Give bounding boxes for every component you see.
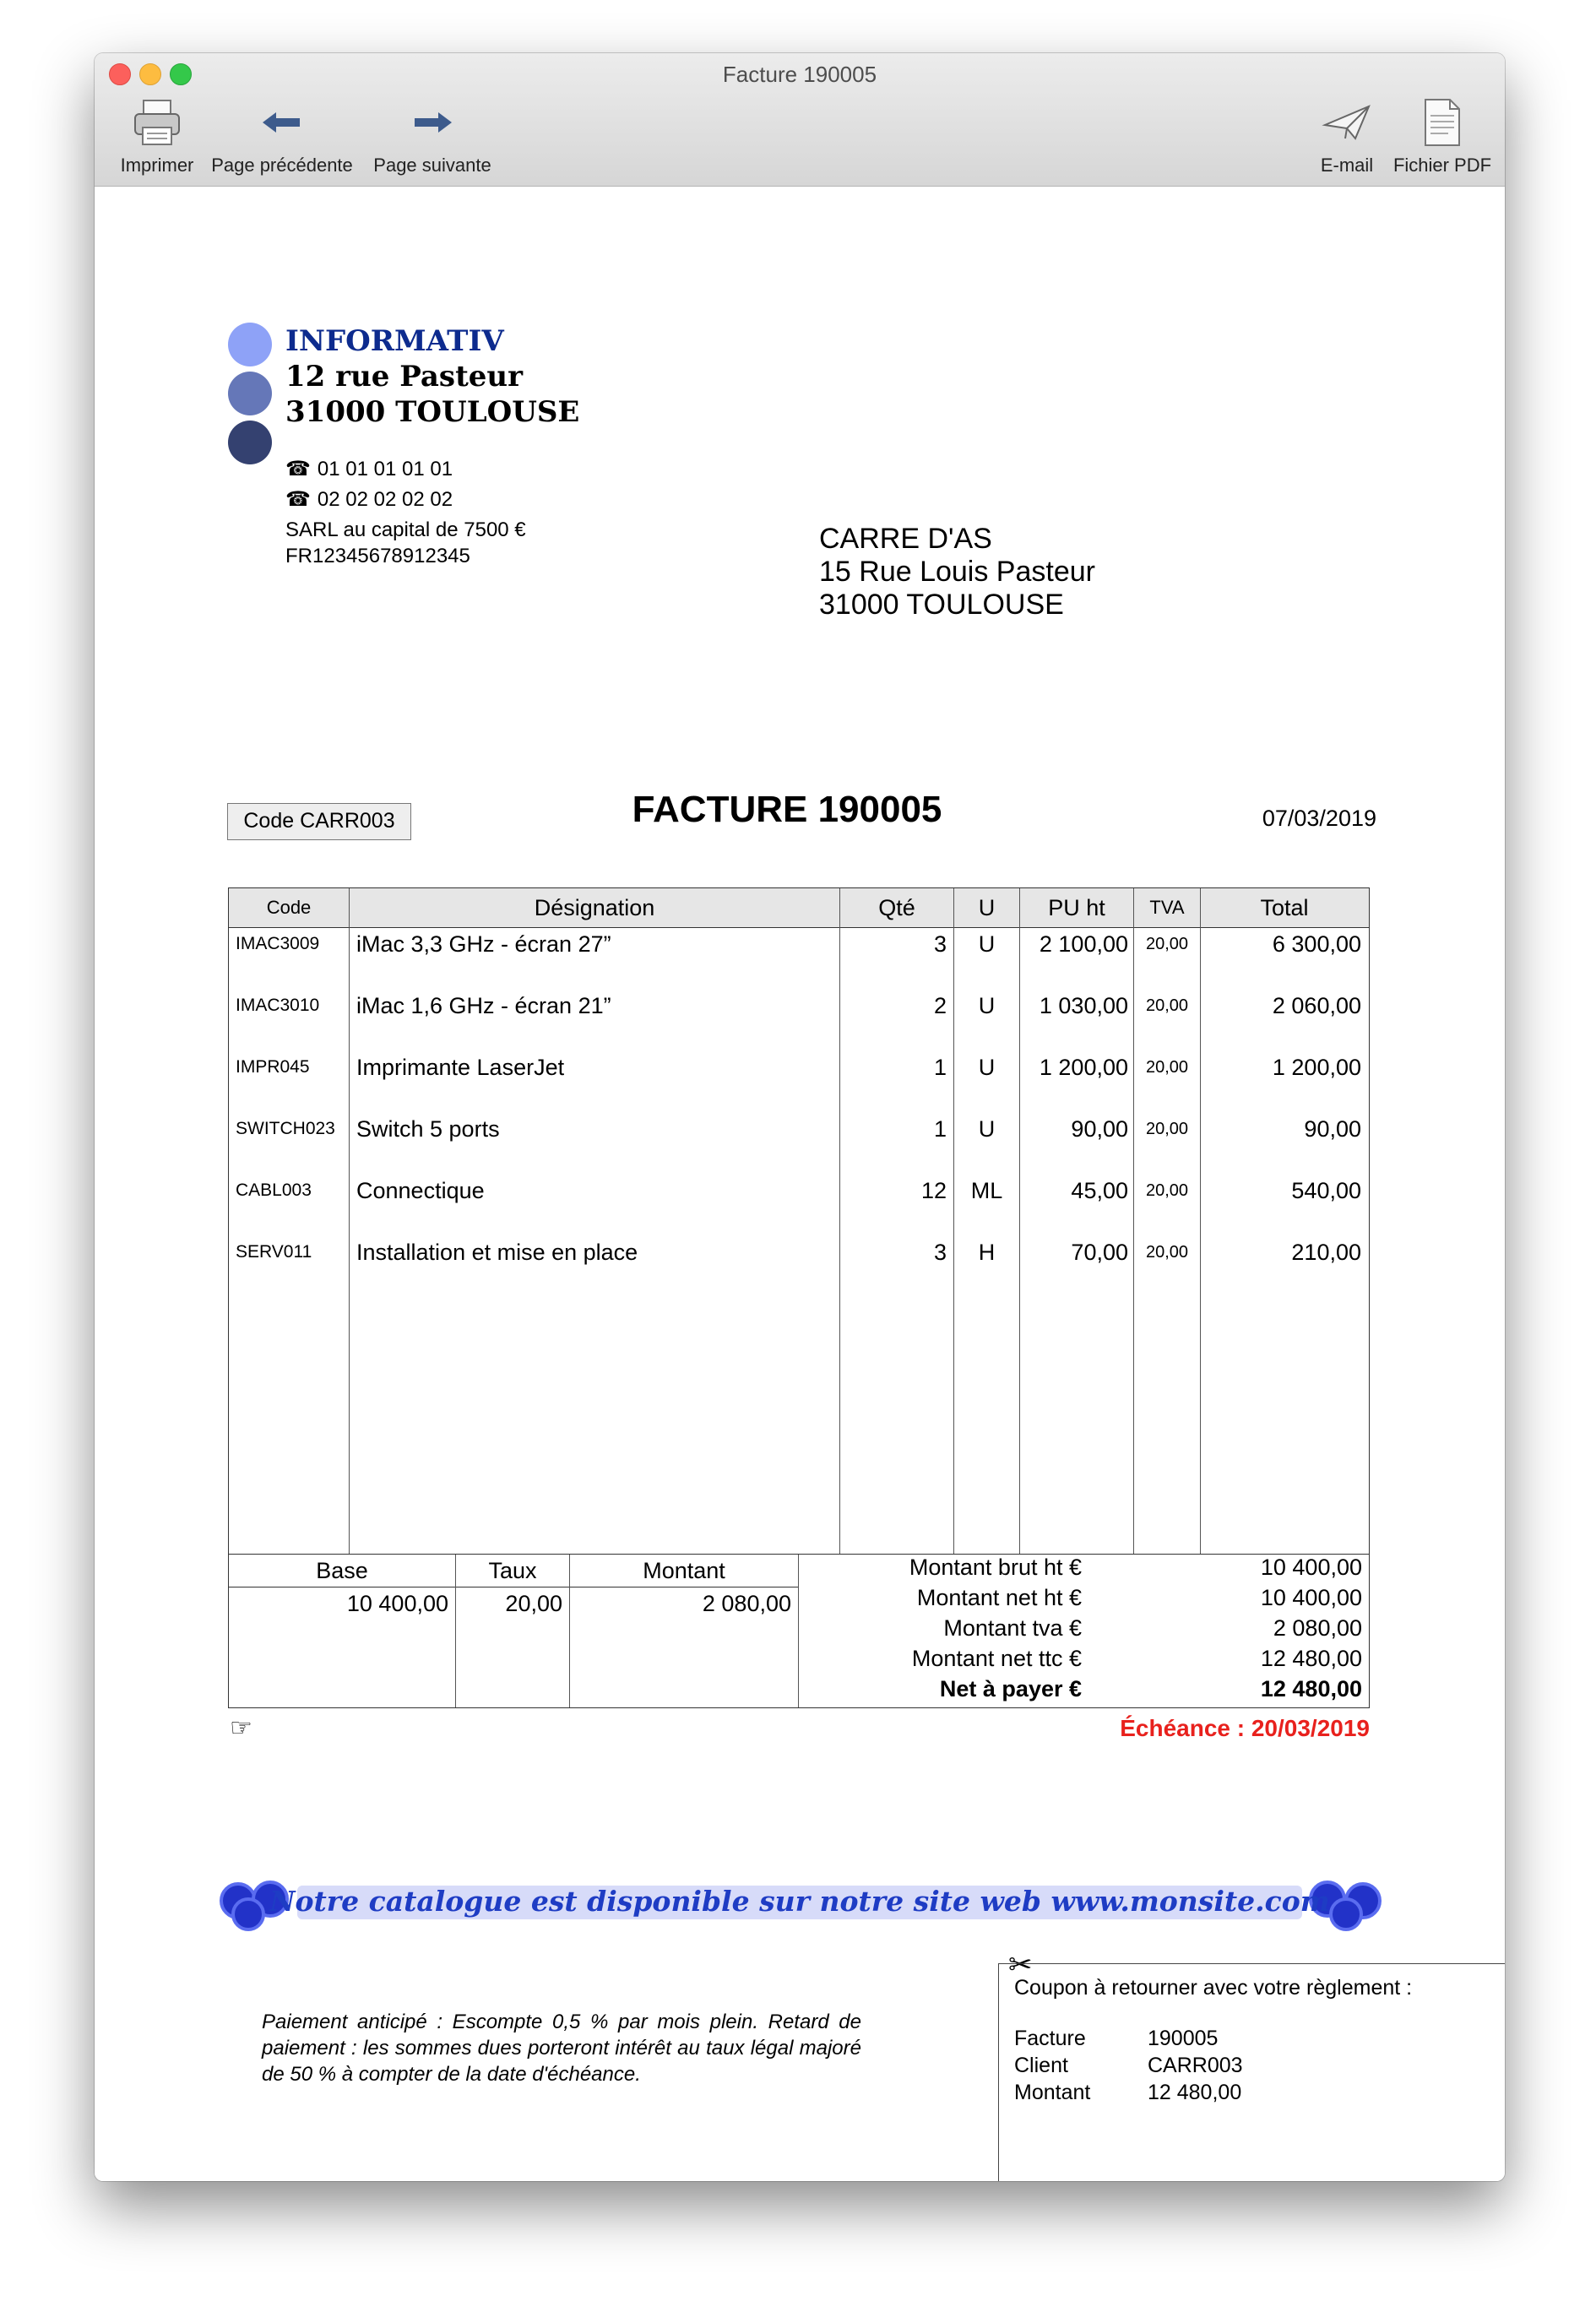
- cell-code: SWITCH023: [236, 1119, 335, 1138]
- cell-code: IMAC3010: [236, 996, 320, 1015]
- pdf-button[interactable]: [1387, 95, 1498, 176]
- cell-unit-price: 70,00: [1071, 1240, 1128, 1265]
- net-to-pay-value: 12 480,00: [1260, 1676, 1362, 1701]
- company-street: 12 rue Pasteur: [285, 360, 524, 393]
- phone-2-text: 02 02 02 02 02: [317, 488, 453, 511]
- scissors-icon: ✂: [1008, 1949, 1033, 1981]
- company-phone-2: [285, 487, 453, 512]
- cell-qty: 2: [933, 993, 947, 1018]
- header-code: Code: [266, 897, 312, 918]
- next-page-button[interactable]: [365, 95, 500, 176]
- invoice-page: [95, 187, 1505, 2181]
- cell-designation: Imprimante LaserJet: [356, 1055, 565, 1080]
- ttc-total-value: 12 480,00: [1260, 1646, 1362, 1671]
- next-page-label: Page suivante: [373, 155, 491, 176]
- recipient-name: CARRE D'AS: [819, 523, 992, 555]
- cell-qty: 1: [933, 1055, 947, 1080]
- header-unit-price: PU ht: [1048, 895, 1105, 920]
- pdf-file-icon: [1387, 95, 1498, 149]
- table-row: [229, 1112, 1369, 1146]
- cell-unit: U: [978, 1116, 996, 1142]
- client-code-box: Code CARR003: [227, 803, 411, 840]
- cell-code: CABL003: [236, 1180, 312, 1200]
- vat-rate-value: 20,00: [505, 1591, 562, 1616]
- cell-total: 1 200,00: [1272, 1055, 1361, 1080]
- email-button[interactable]: [1309, 95, 1385, 176]
- table-row: [229, 927, 1369, 961]
- banner-text: Notre catalogue est disponible sur notre site web www.monsite.com: [269, 1885, 1330, 1918]
- totals-section: [228, 1555, 1370, 1708]
- table-row: [229, 1050, 1369, 1084]
- cell-total: 540,00: [1291, 1178, 1361, 1203]
- coupon-client-row: [1014, 2054, 1243, 2078]
- cell-code: IMAC3009: [236, 934, 320, 953]
- coupon-title: Coupon à retourner avec votre règlement :: [1014, 1976, 1413, 2000]
- vat-amount-value: 2 080,00: [702, 1591, 791, 1616]
- cell-designation: Connectique: [356, 1178, 485, 1203]
- vat-base-header: Base: [316, 1558, 368, 1583]
- cell-unit: U: [978, 931, 996, 957]
- cell-total: 6 300,00: [1272, 931, 1361, 957]
- company-vat-id: FR12345678912345: [285, 545, 470, 567]
- coupon-invoice-value: 190005: [1148, 2027, 1219, 2050]
- tva-total-value: 2 080,00: [1273, 1615, 1362, 1641]
- cell-tva: 20,00: [1145, 1243, 1189, 1262]
- ttc-total-label: Montant net ttc €: [911, 1646, 1082, 1671]
- vat-summary-header: [229, 1555, 799, 1587]
- company-city: 31000 TOULOUSE: [285, 395, 580, 429]
- tva-total-label: Montant tva €: [943, 1615, 1082, 1641]
- cell-qty: 12: [920, 1178, 947, 1203]
- payment-coupon: [998, 1963, 1505, 2181]
- arrow-left-icon: [200, 95, 364, 149]
- window-title: Facture 190005: [722, 62, 877, 87]
- cell-tva: 20,00: [1145, 996, 1189, 1015]
- table-row: [229, 1174, 1369, 1208]
- net-total-label: Montant net ht €: [916, 1585, 1082, 1610]
- cell-unit-price: 1 030,00: [1039, 993, 1128, 1018]
- phone-icon: ☎: [285, 488, 311, 511]
- cell-designation: iMac 1,6 GHz - écran 21”: [356, 993, 611, 1018]
- logo-dot-dark: [228, 421, 272, 464]
- column-divider: [569, 1555, 570, 1707]
- header-designation: Désignation: [534, 895, 655, 920]
- cell-designation: Installation et mise en place: [356, 1240, 638, 1265]
- company-name: INFORMATIV: [285, 324, 504, 358]
- cell-tva: 20,00: [1145, 1181, 1189, 1200]
- table-row: [229, 1235, 1369, 1269]
- coupon-client-label: Client: [1014, 2054, 1068, 2077]
- coupon-amount-row: [1014, 2081, 1241, 2105]
- gross-total-label: Montant brut ht €: [909, 1555, 1082, 1580]
- cell-unit-price: 90,00: [1071, 1116, 1128, 1142]
- table-row: [229, 989, 1369, 1023]
- invoice-window: [95, 53, 1505, 2181]
- coupon-invoice-row: [1014, 2027, 1218, 2051]
- net-total-value: 10 400,00: [1260, 1585, 1362, 1610]
- arrow-right-icon: [365, 95, 500, 149]
- cell-unit: H: [978, 1240, 996, 1265]
- cell-unit-price: 1 200,00: [1039, 1055, 1128, 1080]
- net-to-pay-label: Net à payer €: [939, 1676, 1082, 1701]
- cell-tva: 20,00: [1145, 1120, 1189, 1138]
- header-qty: Qté: [878, 895, 915, 920]
- vat-amount-header: Montant: [643, 1558, 725, 1583]
- previous-page-button[interactable]: [200, 95, 364, 176]
- cell-designation: iMac 3,3 GHz - écran 27”: [356, 931, 611, 957]
- vat-rate-header: Taux: [488, 1558, 537, 1583]
- gross-total-value: 10 400,00: [1260, 1555, 1362, 1580]
- cell-total: 210,00: [1291, 1240, 1361, 1265]
- paper-plane-icon: [1309, 95, 1385, 149]
- column-divider: [455, 1555, 456, 1707]
- cell-code: IMPR045: [236, 1057, 310, 1077]
- catalogue-banner: [213, 1877, 1387, 1928]
- phone-1-text: 01 01 01 01 01: [317, 458, 453, 480]
- cell-qty: 1: [933, 1116, 947, 1142]
- pointing-hand-icon: ☞: [230, 1714, 252, 1742]
- header-tva: TVA: [1149, 897, 1185, 918]
- invoice-date: 07/03/2019: [1262, 806, 1376, 831]
- email-label: E-mail: [1320, 155, 1374, 176]
- phone-icon: ☎: [285, 458, 311, 480]
- logo-dot-mid: [228, 372, 272, 415]
- due-date: Échéance : 20/03/2019: [1120, 1715, 1370, 1741]
- header-total: Total: [1260, 895, 1309, 920]
- title-bar: [95, 53, 1505, 187]
- coupon-invoice-label: Facture: [1014, 2027, 1086, 2050]
- table-header: [229, 888, 1369, 928]
- cell-code: SERV011: [236, 1242, 312, 1262]
- invoice-title: FACTURE 190005: [632, 789, 942, 830]
- company-phone-1: [285, 457, 453, 481]
- cell-total: 2 060,00: [1272, 993, 1361, 1018]
- vat-base-value: 10 400,00: [346, 1591, 448, 1616]
- previous-page-label: Page précédente: [211, 155, 353, 176]
- recipient-street: 15 Rue Louis Pasteur: [819, 556, 1095, 588]
- pdf-label: Fichier PDF: [1392, 155, 1492, 176]
- line-items-table: [228, 887, 1370, 1555]
- coupon-client-value: CARR003: [1148, 2054, 1243, 2077]
- company-capital: SARL au capital de 7500 €: [285, 518, 526, 541]
- print-button[interactable]: [103, 95, 211, 176]
- cell-total: 90,00: [1304, 1116, 1361, 1142]
- cell-unit: U: [978, 993, 996, 1018]
- logo-dot-light: [228, 323, 272, 366]
- cell-unit-price: 2 100,00: [1039, 931, 1128, 957]
- cell-qty: 3: [933, 1240, 947, 1265]
- coupon-amount-label: Montant: [1014, 2081, 1091, 2104]
- header-unit: U: [978, 895, 996, 920]
- cell-qty: 3: [933, 931, 947, 957]
- cell-unit-price: 45,00: [1071, 1178, 1128, 1203]
- cell-tva: 20,00: [1145, 1058, 1189, 1077]
- cell-unit: ML: [970, 1178, 1003, 1203]
- coupon-amount-value: 12 480,00: [1148, 2081, 1242, 2104]
- cell-unit: U: [978, 1055, 996, 1080]
- recipient-city: 31000 TOULOUSE: [819, 589, 1064, 621]
- cell-tva: 20,00: [1145, 935, 1189, 953]
- print-label: Imprimer: [120, 155, 194, 176]
- payment-terms: Paiement anticipé : Escompte 0,5 % par mois plein. Retard de paiement : les sommes dues porteront intérêt au taux légal majoré de 50 % à compter de la date d'échéance.: [262, 2011, 861, 2086]
- printer-icon: [103, 95, 211, 149]
- cell-designation: Switch 5 ports: [356, 1116, 500, 1142]
- column-divider: [798, 1555, 799, 1707]
